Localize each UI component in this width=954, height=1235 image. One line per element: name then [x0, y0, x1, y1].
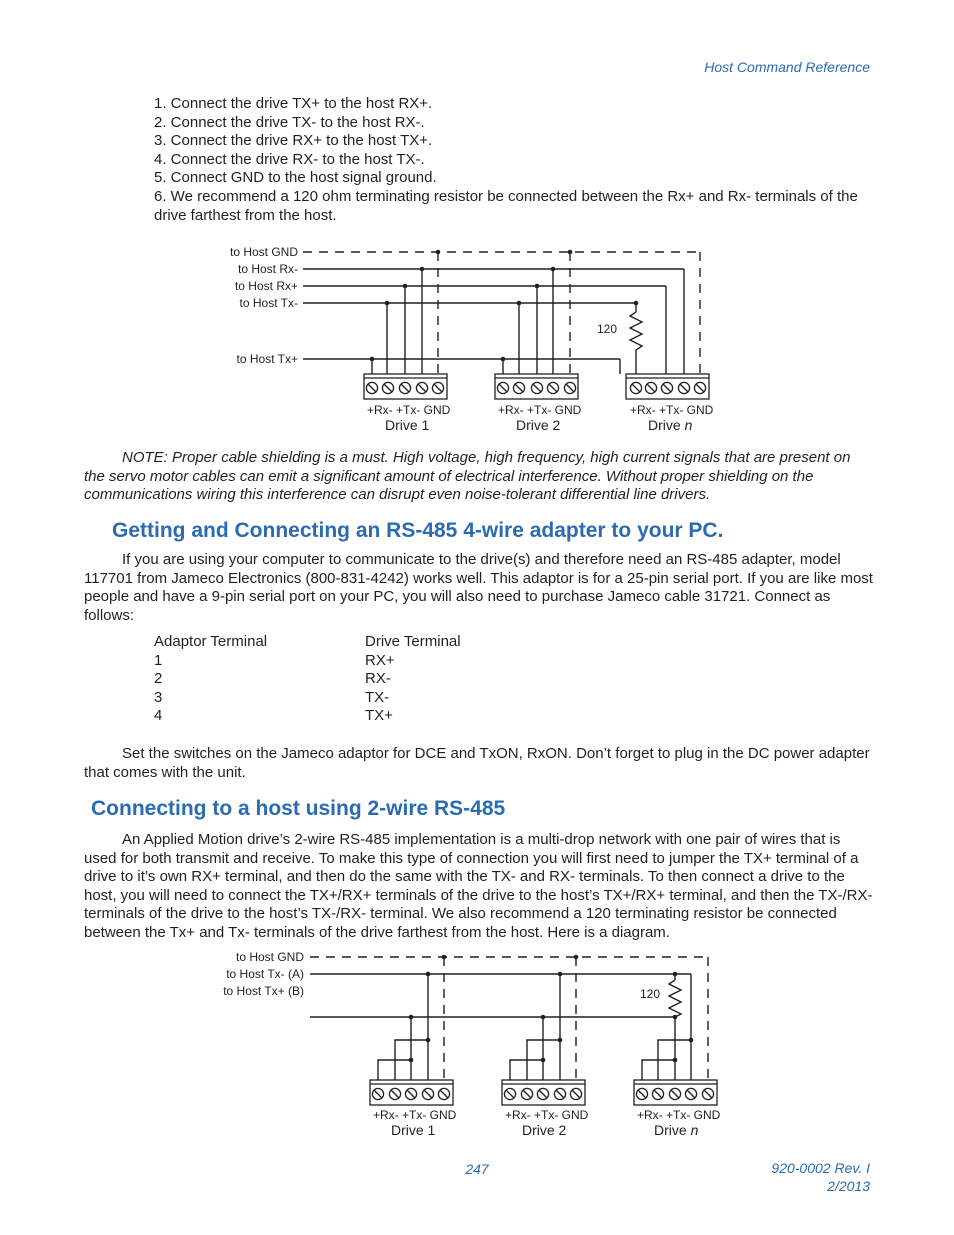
host-tx-minus-label: to Host Tx-	[239, 296, 298, 310]
doc-number: 920-0002 Rev. I	[771, 1160, 870, 1176]
list-item: 4. Connect the drive RX- to the host TX-.	[154, 150, 425, 168]
resistor-label: 120	[640, 987, 661, 1001]
host-tx-minus-a-label: to Host Tx- (A)	[226, 967, 304, 981]
table-cell: RX-	[365, 670, 391, 688]
host-tx-plus-label: to Host Tx+	[236, 352, 298, 366]
terminal-labels: +Rx- +Tx- GND	[630, 403, 714, 417]
host-tx-plus-b-label: to Host Tx+ (B)	[223, 984, 304, 998]
section-heading-4-wire: Getting and Connecting an RS-485 4-wire adapter to your PC.	[112, 519, 724, 542]
drive-n-label: Drive n	[654, 1122, 699, 1138]
diagram1-labels	[230, 245, 714, 433]
diagram2-labels	[223, 950, 720, 1138]
terminal-block-drive-n	[626, 374, 709, 399]
terminal-block-drive-n	[634, 1080, 717, 1105]
adapter-paragraph: If you are using your computer to communicate to the drive(s) and therefore need an RS-485 adapter, model 117701 from Jameco Electronics (800-831-4242) works well. This adaptor is for a 25-pin serial port. If you are like most people and have a 9-pin serial port on your PC, you will also need to purchase Jameco cable 31721. Connect as follows:	[84, 551, 873, 624]
host-rx-minus-label: to Host Rx-	[237, 262, 298, 276]
terminal-labels: +Rx- +Tx- GND	[637, 1108, 721, 1122]
table-header: Adaptor Terminal	[154, 633, 268, 650]
two-wire-diagram	[310, 957, 708, 1080]
list-item: 3. Connect the drive RX+ to the host TX+.	[154, 132, 433, 150]
terminal-labels: +Rx- +Tx- GND	[367, 403, 451, 417]
table-cell: TX-	[365, 688, 390, 706]
drive-1-label: Drive 1	[391, 1122, 436, 1138]
table-row	[154, 689, 461, 708]
table-cell: RX+	[365, 651, 395, 669]
terminal-labels: +Rx- +Tx- GND	[498, 403, 582, 417]
table-row	[154, 707, 461, 726]
table-cell: 2	[154, 670, 163, 688]
list-item: 6. We recommend a 120 ohm terminating resistor be connected between the Rx+ and Rx- terminals of the drive farthest from the host.	[154, 187, 858, 224]
terminal-mapping-table	[154, 633, 461, 726]
table-cell: TX+	[365, 707, 393, 725]
two-wire-paragraph: An Applied Motion drive’s 2-wire RS-485 implementation is a multi-drop network with one pair of wires that is used for both transmit and receive. To make this type of connection you will first need to jumper the TX+ terminal of a drive to it’s own RX+ terminal, and then do the same with the TX- and RX- terminals. To then connect a drive to the host, you will need to connect the TX+/RX+ terminals of the drive to the host’s TX+/RX+ terminal, and then the TX-/RX- terminals of the drive to the host’s TX-/RX- terminal. We also recommend a 120 terminating resistor be connected between the Tx+ and Tx- terminals of the drive farthest from the host. Here is a diagram.	[84, 831, 873, 941]
table-cell: 3	[154, 688, 163, 706]
list-item: 1. Connect the drive TX+ to the host RX+.	[154, 95, 433, 112]
resistor-zigzag	[669, 980, 681, 1017]
section-heading-2-wire: Connecting to a host using 2-wire RS-485	[91, 797, 506, 820]
drive-1-label: Drive 1	[385, 417, 430, 433]
table-cell: 4	[154, 707, 163, 725]
table-header: Drive Terminal	[365, 633, 461, 650]
list-item: 5. Connect GND to the host signal ground.	[154, 169, 437, 187]
terminal-block-drive-1	[364, 374, 447, 399]
drive-n-label: Drive n	[648, 417, 693, 433]
host-rx-plus-label: to Host Rx+	[234, 279, 298, 293]
terminal-block-drive-2	[495, 374, 578, 399]
terminal-block-drive-1	[370, 1080, 453, 1105]
table-row	[154, 652, 461, 671]
shielding-note: NOTE: Proper cable shielding is a must. High voltage, high frequency, high current signals that are present on the servo motor cables can emit a significant amount of electrical interference. Without proper shielding on the communications wiring this interference can disrupt even noise-tolerant differential line drivers.	[84, 449, 851, 504]
terminal-labels: +Rx- +Tx- GND	[373, 1108, 457, 1122]
table-row	[154, 670, 461, 689]
drive-2-label: Drive 2	[522, 1122, 567, 1138]
doc-date: 2/2013	[827, 1178, 870, 1194]
host-gnd-label: to Host GND	[229, 245, 298, 259]
page-number: 247	[465, 1161, 489, 1177]
terminal-block-drive-2	[502, 1080, 585, 1105]
running-header: Host Command Reference	[704, 59, 870, 75]
host-gnd-label: to Host GND	[235, 950, 304, 964]
doc-revision	[0, 1159, 870, 1195]
table-cell: 1	[154, 651, 163, 669]
drive-2-label: Drive 2	[516, 417, 561, 433]
table-header-row	[154, 633, 461, 652]
terminal-labels: +Rx- +Tx- GND	[505, 1108, 589, 1122]
resistor-label: 120	[597, 322, 618, 336]
resistor-zigzag	[630, 312, 642, 350]
list-item: 2. Connect the drive TX- to the host RX-.	[154, 113, 425, 131]
four-wire-diagram	[303, 252, 700, 374]
switch-settings-paragraph: Set the switches on the Jameco adaptor for DCE and TxON, RxON. Don’t forget to plug in the DC power adapter that comes with the unit.	[84, 745, 870, 781]
